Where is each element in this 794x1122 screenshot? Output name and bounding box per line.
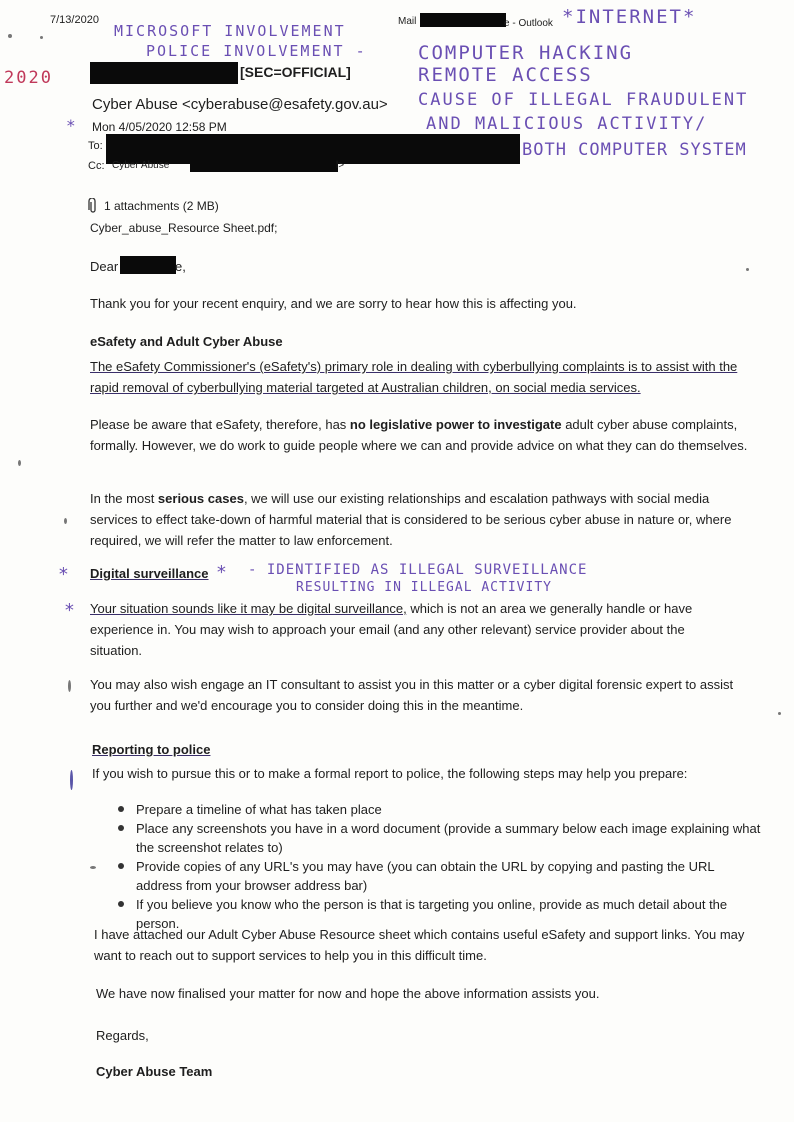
section2-paragraph: You may also wish engage an IT consultant to assist you in this matter or a cyber digital forensic expert to assist you further and we'd encourage you to consider doing this in the meantime. — [90, 677, 734, 713]
attachment-file[interactable]: Cyber_abuse_Resource Sheet.pdf; — [90, 221, 278, 235]
steps-list — [136, 800, 762, 933]
text-span: Please be aware that eSafety, therefore, has — [90, 417, 350, 432]
text-span: , we will use our existing relationships and escalation pathways with social media services to effect take-down of harmful material that is considered to be serious cyber abuse in nature or, where required, we will refer the matter to law enforcement. — [90, 491, 732, 548]
section-title: Reporting to police — [92, 742, 211, 757]
text-span: which is not an area we generally handle or have experience in. You may wish to approach your email (and any other relevant) service provider about the situation. — [90, 601, 693, 658]
star-annotation: * — [64, 600, 75, 621]
section-title: Digital surveillance — [90, 566, 209, 581]
cc-label: Cc: — [88, 160, 105, 172]
salutation-end: e, — [175, 259, 186, 274]
list-item — [136, 857, 762, 895]
annotation-remote: REMOTE ACCESS — [418, 64, 593, 86]
annotation-resulting: RESULTING IN ILLEGAL ACTIVITY — [296, 580, 552, 595]
attachment-count: 1 attachments (2 MB) — [104, 199, 219, 213]
signature: Cyber Abuse Team — [96, 1064, 213, 1079]
list-item-text: Provide copies of any URL's you may have (you can obtain the URL by copying and pasting the URL address from your browser address bar) — [136, 859, 715, 893]
annotation-hacking: COMPUTER HACKING — [418, 42, 634, 64]
mail-label: Mail — [398, 16, 417, 27]
scan-speck — [40, 36, 43, 39]
annotation-system: BOTH COMPUTER SYSTEM — [522, 140, 747, 160]
list-item-text: Place any screenshots you have in a word document (provide a summary below each image explaining what the screenshot relates to) — [136, 821, 761, 855]
text-span: In the most — [90, 491, 158, 506]
sent-date: Mon 4/05/2020 12:58 PM — [92, 120, 227, 134]
bullet-dot — [118, 863, 124, 869]
security-classification: [SEC=OFFICIAL] — [240, 64, 351, 80]
annotation-malicious: AND MALICIOUS ACTIVITY/ — [426, 114, 708, 134]
print-date: 7/13/2020 — [50, 14, 99, 26]
section-title: eSafety and Adult Cyber Abuse — [90, 334, 283, 349]
text-span: adult cyber abuse complaints, formally. However, we do work to guide people where we can and provide advice on what they can do themselves. — [90, 417, 748, 453]
scan-speck — [64, 518, 67, 524]
star-annotation: * — [66, 116, 76, 135]
list-item-text: If you believe you know who the person is that is targeting you online, provide as much detail about the person. — [136, 897, 728, 931]
bullet-dot — [118, 825, 124, 831]
text-span: serious cases — [157, 491, 244, 506]
star-annotation: * — [216, 562, 227, 583]
list-item-text: Prepare a timeline of what has taken place — [136, 802, 382, 817]
redaction — [190, 160, 338, 172]
text-span: no legislative power to investigate — [349, 417, 562, 432]
bullet-dot — [118, 901, 124, 907]
scan-speck — [778, 712, 781, 715]
to-label: To: — [88, 140, 103, 152]
annotation-identified: - IDENTIFIED AS ILLEGAL SURVEILLANCE — [248, 562, 588, 578]
scan-speck — [70, 770, 73, 790]
salutation-start: Dear — [90, 259, 119, 274]
annotation-microsoft: MICROSOFT INVOLVEMENT — [114, 22, 346, 40]
list-item — [136, 800, 762, 819]
annotation-cause: CAUSE OF ILLEGAL FRAUDULENT — [418, 90, 749, 110]
annotation-police: POLICE INVOLVEMENT - — [146, 42, 367, 60]
scan-speck — [746, 268, 749, 271]
redaction — [120, 256, 176, 274]
redaction — [420, 13, 506, 27]
section1-paragraph: The eSafety Commissioner's (eSafety's) primary role in dealing with cyberbullying complaints is to assist with the rapid removal of cyberbullying material targeted at Australian children, on social media services. — [90, 359, 738, 395]
star-annotation: * — [58, 564, 69, 585]
sender: Cyber Abuse <cyberabuse@esafety.gov.au> — [92, 96, 388, 113]
section1-paragraph — [90, 488, 740, 551]
annotation-year: 2020 — [4, 68, 53, 88]
intro-paragraph: Thank you for your recent enquiry, and we are sorry to hear how this is affecting you. — [90, 296, 577, 311]
bullet-dot — [118, 806, 124, 812]
scan-speck — [8, 34, 12, 38]
scan-speck — [18, 460, 21, 466]
finalised-note: We have now finalised your matter for now and hope the above information assists you. — [96, 986, 600, 1001]
scan-speck — [68, 680, 71, 692]
regards: Regards, — [96, 1028, 149, 1043]
section1-paragraph — [90, 414, 756, 456]
section2-paragraph — [90, 598, 730, 661]
paperclip-icon — [88, 198, 98, 219]
cc-value: Cyber Abuse — [112, 160, 170, 171]
text-span: Your situation sounds like it may be digital surveillance, — [90, 601, 407, 616]
outlook-suffix: e - Outlook — [504, 18, 553, 29]
redaction — [90, 62, 238, 84]
annotation-internet: *INTERNET* — [562, 6, 697, 28]
section3-intro: If you wish to pursue this or to make a formal report to police, the following steps may help you prepare: — [92, 766, 688, 781]
cc-end: l> — [336, 160, 345, 171]
scan-speck — [90, 866, 96, 869]
resource-note: I have attached our Adult Cyber Abuse Resource sheet which contains useful eSafety and support links. You may want to reach out to support services to help you in this difficult time. — [94, 927, 745, 963]
list-item — [136, 819, 762, 857]
